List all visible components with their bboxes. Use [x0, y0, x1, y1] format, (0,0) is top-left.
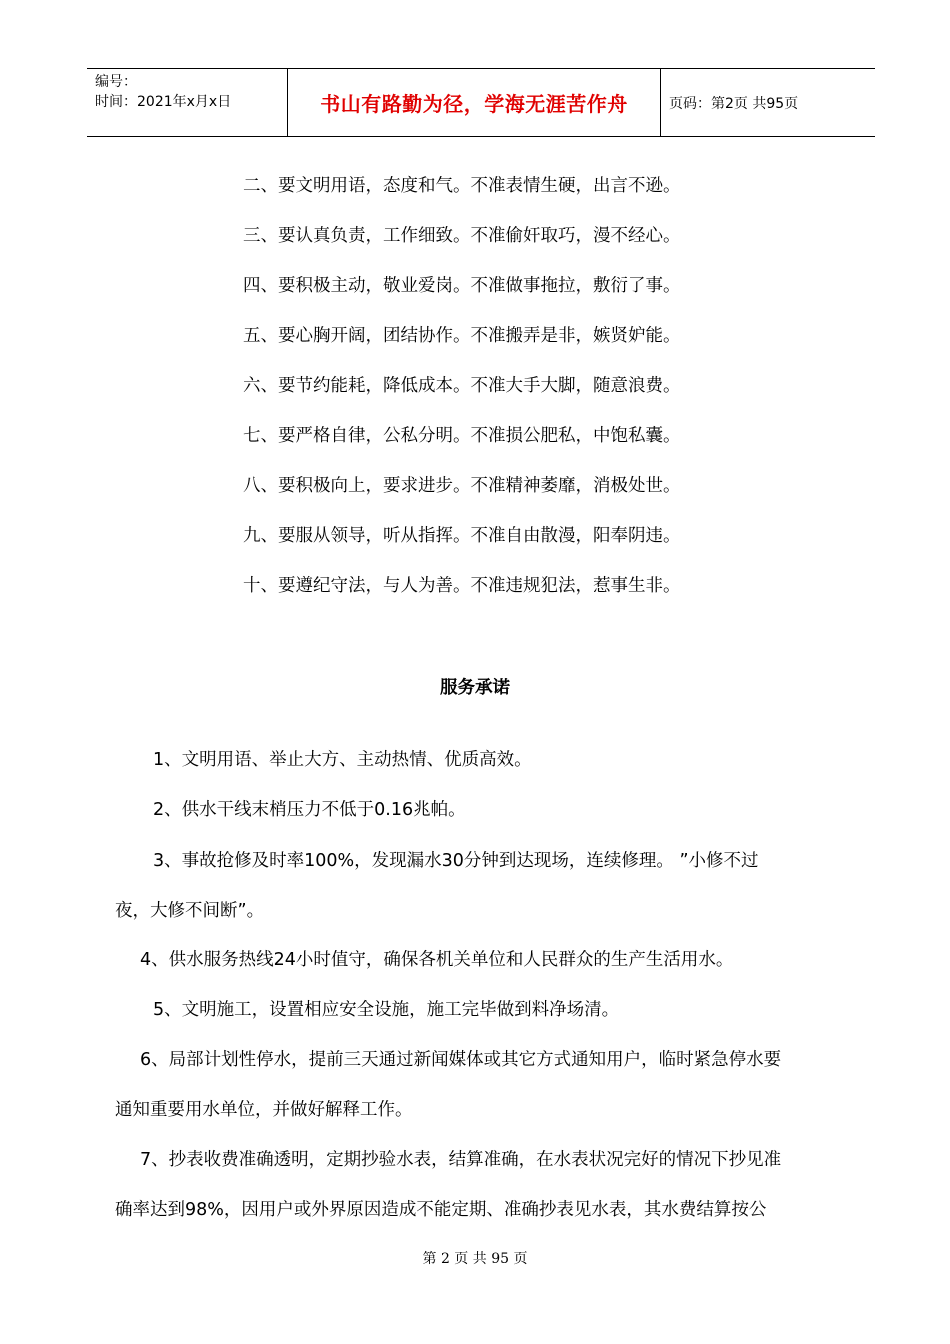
header-meta: [95, 69, 285, 139]
commitment-line: 4、供水服务热线24小时值守，确保各机关单位和人民群众的生产生活用水。: [140, 950, 734, 970]
rule-item: 四、要积极主动，敬业爱岗。不准做事拖拉，敷衍了事。: [243, 276, 681, 296]
commitment-line: 6、局部计划性停水，提前三天通过新闻媒体或其它方式通知用户，临时紧急停水要: [140, 1050, 782, 1070]
rule-item: 七、要严格自律，公私分明。不准损公肥私，中饱私囊。: [243, 426, 681, 446]
commitment-line: 5、文明施工，设置相应安全设施，施工完毕做到料净场清。: [153, 1000, 620, 1020]
rule-item: 二、要文明用语，态度和气。不准表情生硬，出言不逊。: [243, 176, 681, 196]
rule-item: 三、要认真负责，工作细致。不准偷奸取巧，漫不经心。: [243, 226, 681, 246]
header-motto: 书山有路勤为径，学海无涯苦作舟: [287, 69, 661, 136]
commitment-line: 确率达到98%，因用户或外界原因造成不能定期、准确抄表见水表，其水费结算按公: [115, 1200, 767, 1220]
header-page-number: 页码：第2页 共95页: [669, 95, 799, 112]
rule-item: 五、要心胸开阔，团结协作。不准搬弄是非，嫉贤妒能。: [243, 326, 681, 346]
section-title: 服务承诺: [440, 678, 510, 698]
commitment-line: 7、抄表收费准确透明，定期抄验水表，结算准确，在水表状况完好的情况下抄见准: [140, 1150, 782, 1170]
commitment-line: 2、供水干线末梢压力不低于0.16兆帕。: [153, 800, 466, 820]
rule-item: 十、要遵纪守法，与人为善。不准违规犯法，惹事生非。: [243, 576, 681, 596]
page-footer: 第 2 页 共 95 页: [422, 1251, 528, 1267]
document-number: 编号：: [95, 74, 137, 90]
commitment-line: 3、事故抢修及时率100%，发现漏水30分钟到达现场，连续修理。 ”小修不过: [153, 851, 759, 871]
commitment-line: 通知重要用水单位，并做好解释工作。: [115, 1100, 413, 1120]
commitment-line: 夜，大修不间断”。: [115, 901, 265, 921]
rule-item: 八、要积极向上，要求进步。不准精神萎靡，消极处世。: [243, 476, 681, 496]
document-time: 时间：2021年x月x日: [95, 94, 232, 110]
rule-item: 九、要服从领导，听从指挥。不准自由散漫，阳奉阴违。: [243, 526, 681, 546]
page-header: [87, 68, 875, 137]
rule-item: 六、要节约能耗，降低成本。不准大手大脚，随意浪费。: [243, 376, 681, 396]
commitment-line: 1、文明用语、举止大方、主动热情、优质高效。: [153, 750, 532, 770]
